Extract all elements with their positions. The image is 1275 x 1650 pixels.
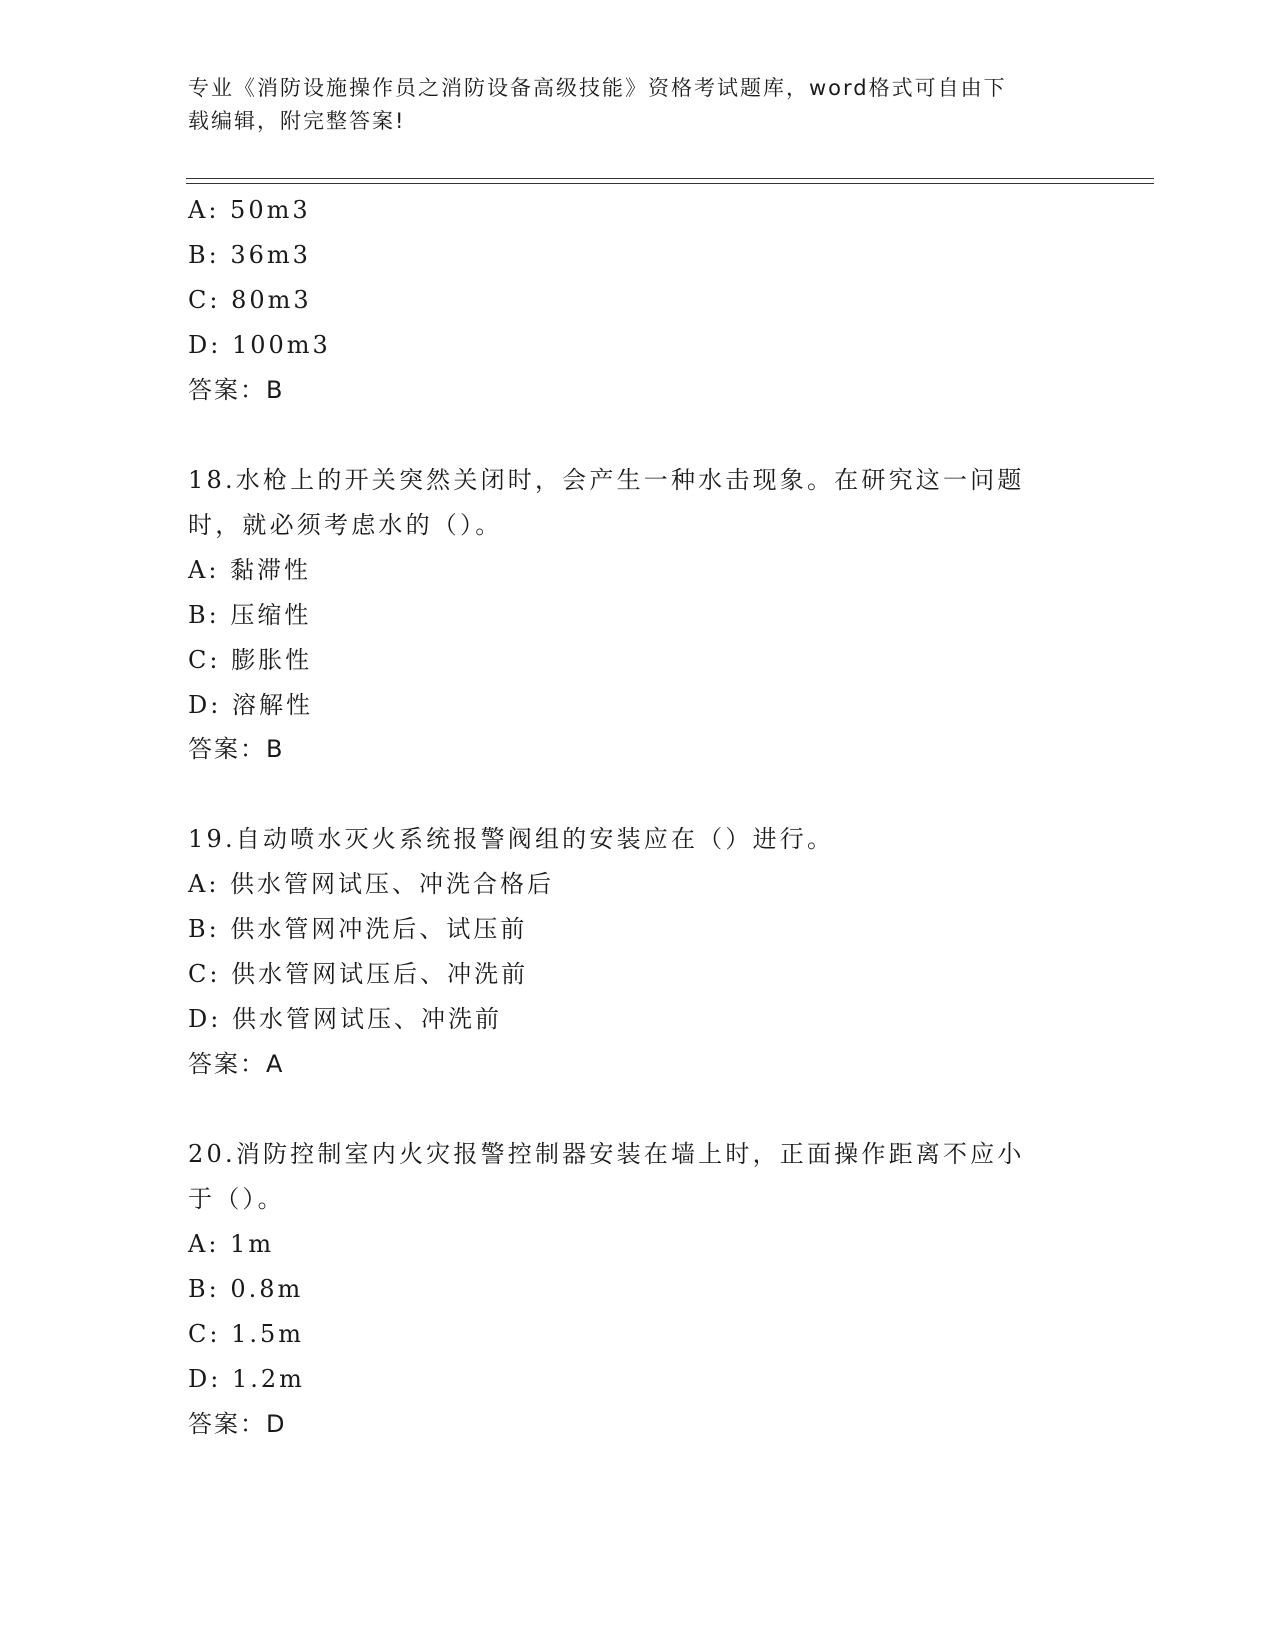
q20-option-a: A: 1m [188,1230,275,1258]
q19-answer: 答案：A [188,1050,285,1078]
q18-option-d: D: 溶解性 [188,691,313,719]
header-rule-top [186,178,1154,179]
header-rule-bottom [186,183,1154,184]
q20-option-d: D: 1.2m [188,1365,305,1393]
q17-option-c: C: 80m3 [188,286,312,314]
q20-stem-line-2: 于（）。 [188,1185,285,1213]
q17-answer: 答案：B [188,376,285,404]
q17-option-b: B: 36m3 [188,241,311,269]
q19-option-b: B: 供水管网冲洗后、试压前 [188,915,528,943]
q18-answer: 答案：B [188,735,285,763]
q19-option-c: C: 供水管网试压后、冲洗前 [188,960,529,988]
q19-option-a: A: 供水管网试压、冲洗合格后 [188,870,555,898]
q20-stem-line-1: 20.消防控制室内火灾报警控制器安装在墙上时，正面操作距离不应小 [188,1140,1025,1168]
q18-option-c: C: 膨胀性 [188,646,313,674]
q19-option-d: D: 供水管网试压、冲洗前 [188,1005,502,1033]
q18-option-a: A: 黏滞性 [188,556,312,584]
q18-stem-line-2: 时，就必须考虑水的（）。 [188,511,503,539]
q17-option-d: D: 100m3 [188,331,331,359]
q18-option-b: B: 压缩性 [188,601,312,629]
header-line-2: 载编辑，附完整答案! [188,109,406,133]
q20-option-c: C: 1.5m [188,1320,305,1348]
q17-option-a: A: 50m3 [188,196,311,224]
q18-stem-line-1: 18.水枪上的开关突然关闭时，会产生一种水击现象。在研究这一问题 [188,466,1025,494]
header-line-1: 专业《消防设施操作员之消防设备高级技能》资格考试题库，word格式可自由下 [188,76,1007,100]
q20-answer: 答案：D [188,1410,287,1438]
q20-option-b: B: 0.8m [188,1275,304,1303]
q19-stem-line-1: 19.自动喷水灭火系统报警阀组的安装应在（）进行。 [188,825,835,853]
document-header [188,72,1088,138]
